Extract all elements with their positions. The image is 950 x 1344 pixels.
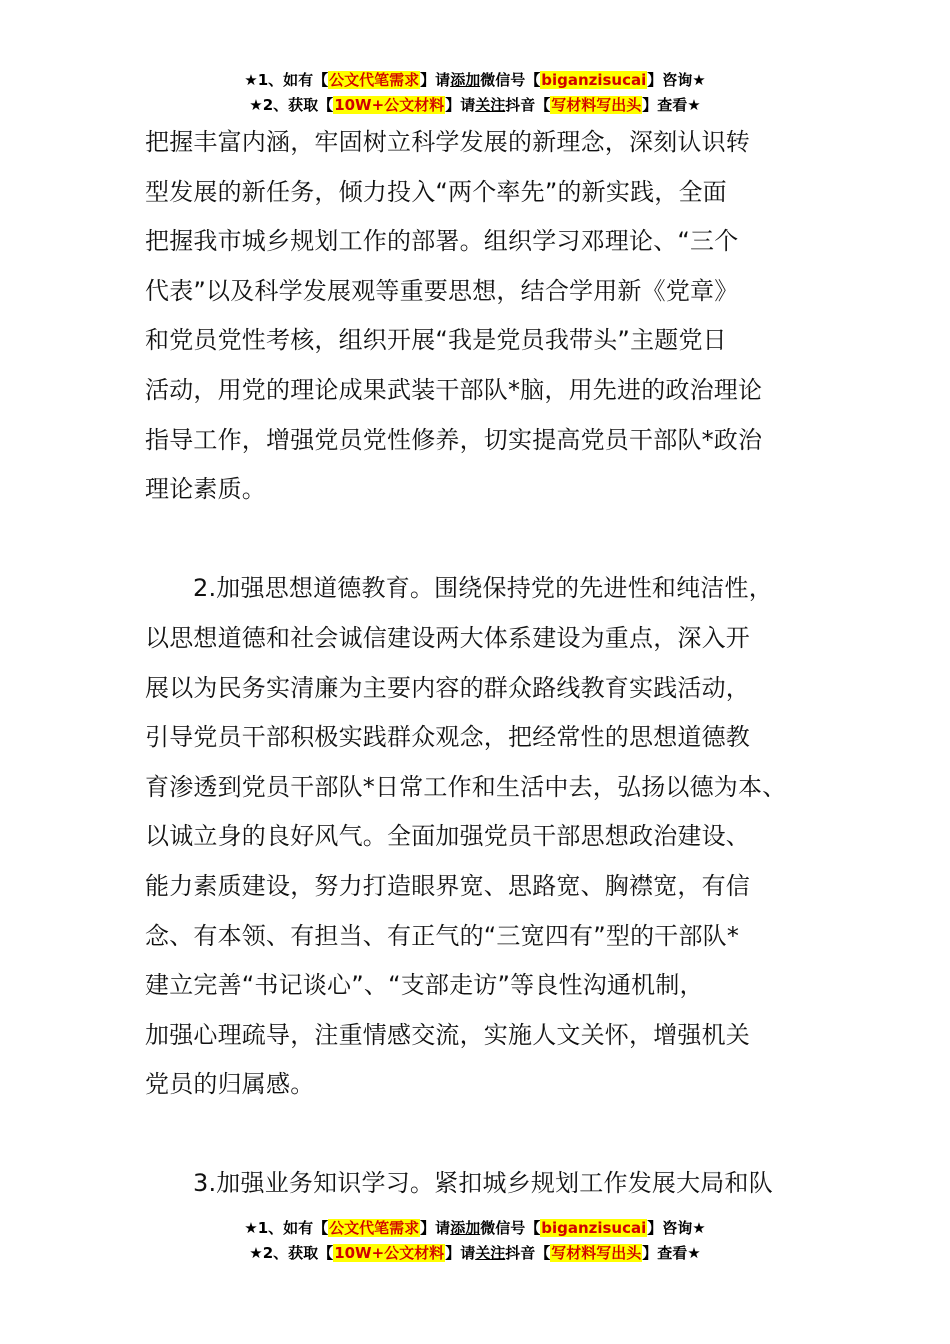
banner-text: ★1、如有【 bbox=[244, 71, 329, 89]
banner-text: 】请 bbox=[420, 71, 451, 89]
banner-text: 】请 bbox=[420, 1219, 451, 1237]
text-line: 展以为民务实清廉为主要内容的群众路线教育实践活动， bbox=[145, 673, 750, 702]
text-line: 把握我市城乡规划工作的部署。组织学习邓理论、“三个 bbox=[145, 227, 739, 256]
banner-text: 】咨询★ bbox=[647, 71, 706, 89]
banner-text: 抖音【 bbox=[505, 1244, 551, 1262]
banner-text: 】请 bbox=[445, 1244, 476, 1262]
banner-highlight: biganzisucai bbox=[541, 71, 647, 89]
text-line: 育渗透到党员干部队*日常工作和生活中去，弘扬以德为本、 bbox=[145, 772, 787, 801]
text-line: 2.加强思想道德教育。围绕保持党的先进性和纯洁性， bbox=[193, 574, 773, 603]
banner-line-1 bbox=[0, 68, 950, 93]
header-banner bbox=[0, 68, 950, 118]
banner-text: 抖音【 bbox=[505, 96, 551, 114]
banner-highlight: 公文代笔需求 bbox=[329, 1219, 420, 1237]
footer-banner bbox=[0, 1216, 950, 1266]
banner-line-2 bbox=[0, 1241, 950, 1266]
banner-highlight: biganzisucai bbox=[541, 1219, 647, 1237]
text-line: 引导党员干部积极实践群众观念，把经常性的思想道德教 bbox=[145, 723, 750, 752]
document-body bbox=[145, 118, 825, 1209]
banner-emphasis: 添加 bbox=[450, 71, 481, 89]
banner-highlight: 写材料写出头 bbox=[551, 1244, 642, 1262]
banner-highlight: 10W+公文材料 bbox=[334, 1244, 445, 1262]
text-line: 把握丰富内涵，牢固树立科学发展的新理念，深刻认识转 bbox=[145, 128, 750, 156]
banner-text: 】请 bbox=[445, 96, 476, 114]
text-line: 能力素质建设，努力打造眼界宽、思路宽、胸襟宽，有信 bbox=[145, 871, 750, 900]
paragraph-2 bbox=[145, 564, 825, 1110]
banner-text: ★2、获取【 bbox=[249, 1244, 334, 1262]
text-line: 和党员党性考核，组织开展“我是党员我带头”主题党日 bbox=[145, 326, 727, 355]
banner-highlight: 写材料写出头 bbox=[551, 96, 642, 114]
banner-line-1 bbox=[0, 1216, 950, 1241]
banner-text: 】查看★ bbox=[642, 96, 701, 114]
text-line: 理论素质。 bbox=[145, 475, 266, 504]
text-line: 3.加强业务知识学习。紧扣城乡规划工作发展大局和队 bbox=[193, 1169, 773, 1198]
text-line: 指导工作，增强党员党性修养，切实提高党员干部队*政治 bbox=[145, 425, 763, 454]
banner-text: 微信号【 bbox=[480, 71, 541, 89]
text-line: 代表”以及科学发展观等重要思想，结合学用新《党章》 bbox=[145, 276, 739, 305]
text-line: 党员的归属感。 bbox=[145, 1070, 315, 1099]
banner-text: 】咨询★ bbox=[647, 1219, 706, 1237]
banner-text: 】查看★ bbox=[642, 1244, 701, 1262]
paragraph-3 bbox=[145, 1159, 825, 1209]
banner-text: ★2、获取【 bbox=[249, 96, 334, 114]
banner-line-2 bbox=[0, 93, 950, 118]
paragraph-1 bbox=[145, 118, 825, 515]
banner-emphasis: 添加 bbox=[450, 1219, 481, 1237]
banner-text: 微信号【 bbox=[480, 1219, 541, 1237]
text-line: 建立完善“书记谈心”、“支部走访”等良性沟通机制， bbox=[145, 971, 704, 1000]
paragraph-gap bbox=[145, 515, 825, 565]
text-line: 型发展的新任务，倾力投入“两个率先”的新实践，全面 bbox=[145, 177, 727, 206]
text-line: 以思想道德和社会诚信建设两大体系建设为重点，深入开 bbox=[145, 623, 750, 652]
paragraph-gap bbox=[145, 1110, 825, 1160]
banner-highlight: 公文代笔需求 bbox=[329, 71, 420, 89]
text-line: 活动，用党的理论成果武装干部队*脑，用先进的政治理论 bbox=[145, 375, 763, 404]
banner-emphasis: 关注 bbox=[475, 96, 506, 114]
banner-text: ★1、如有【 bbox=[244, 1219, 329, 1237]
text-line: 以诚立身的良好风气。全面加强党员干部思想政治建设、 bbox=[145, 822, 750, 851]
banner-emphasis: 关注 bbox=[475, 1244, 506, 1262]
text-line: 念、有本领、有担当、有正气的“三宽四有”型的干部队* bbox=[145, 921, 740, 950]
banner-highlight: 10W+公文材料 bbox=[334, 96, 445, 114]
text-line: 加强心理疏导，注重情感交流，实施人文关怀，增强机关 bbox=[145, 1020, 750, 1049]
